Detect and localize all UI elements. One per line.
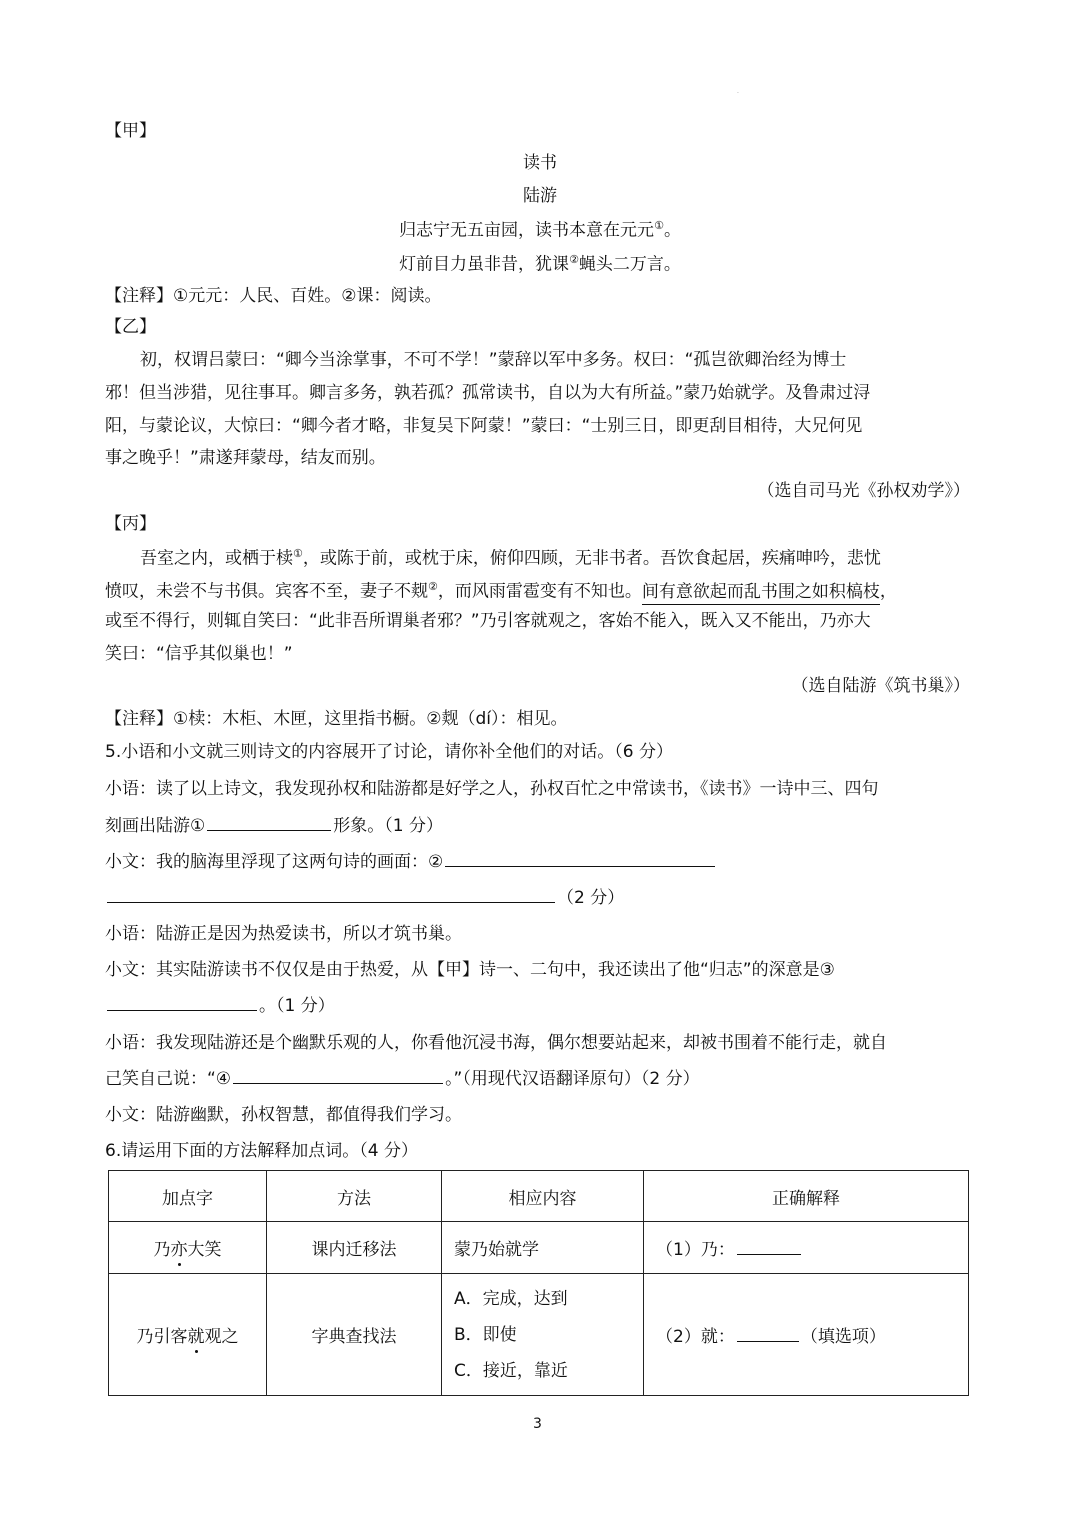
answer-blank-4[interactable] — [233, 1071, 443, 1084]
section-bing-label: 【丙】 — [105, 514, 156, 534]
q5-dialog-line: 小语：读了以上诗文，我发现孙权和陆游都是好学之人，孙权百忙之中常读书，《读书》一诗中三、四句 — [105, 779, 879, 799]
poem-line-1: 归志宁无五亩园，读书本意在元元①。 — [399, 219, 681, 241]
method-cell: 字典查找法 — [267, 1274, 442, 1396]
yi-source: （选自司马光《孙权劝学》） — [757, 481, 970, 501]
table-header: 相应内容 — [442, 1171, 644, 1222]
poem-author: 陆游 — [523, 186, 557, 206]
option-b: B．即使 — [454, 1324, 517, 1345]
poem-line-2: 灯前目力虽非昔，犹课②蝇头二万言。 — [399, 253, 681, 275]
bing-paragraph-line: 吾室之内，或栖于椟①，或陈于前，或枕于床，俯仰四顾，无非书者。吾饮食起居，疾痛呻吟，悲忧 — [140, 547, 881, 569]
q5-dialog-line: 小文：我的脑海里浮现了这两句诗的画面：② — [105, 854, 717, 871]
section-yi-label: 【乙】 — [105, 317, 156, 337]
table-header: 加点字 — [109, 1171, 267, 1222]
answer-blank-2a[interactable] — [445, 854, 715, 867]
q5-dialog-line: 小语：我发现陆游还是个幽默乐观的人，你看他沉浸书海，偶尔想要站起来，却被书围着不能行走，就自 — [105, 1033, 887, 1053]
dotted-phrase: 乃引客就观之 — [109, 1274, 267, 1396]
answer-cell: （2）就： （填选项） — [644, 1274, 969, 1396]
content-cell: 蒙乃始就学 — [442, 1222, 644, 1274]
table-header-row — [109, 1171, 969, 1222]
poem-title: 读书 — [523, 153, 557, 173]
answer-blank-q6-2[interactable] — [737, 1329, 799, 1342]
bing-paragraph-line: 笑曰：“信乎其似巢也！” — [105, 644, 293, 664]
scan-mark: · — [737, 90, 739, 97]
poem-note: 【注释】①元元：人民、百姓。②课：阅读。 — [105, 286, 442, 306]
option-c: C．接近，靠近 — [454, 1360, 568, 1381]
yi-paragraph-line: 事之晚乎！”肃遂拜蒙母，结友而别。 — [105, 448, 386, 468]
bing-note: 【注释】①椟：木柜、木匣，这里指书橱。②觌（dí）：相见。 — [105, 709, 568, 729]
q5-dialog-line: 小文：陆游幽默，孙权智慧，都值得我们学习。 — [105, 1105, 462, 1125]
q6-table — [108, 1170, 969, 1396]
q5-dialog-line: 小文：其实陆游读书不仅仅是由于热爱，从【甲】诗一、二句中，我还读出了他“归志”的深意是③ — [105, 960, 835, 980]
section-jia-label: 【甲】 — [105, 121, 156, 141]
answer-blank-q6-1[interactable] — [737, 1242, 801, 1255]
q5-stem: 5.小语和小文就三则诗文的内容展开了讨论，请你补全他们的对话。（6 分） — [105, 742, 673, 762]
content-cell — [442, 1274, 644, 1396]
q5-dialog-line: 己笑自己说：“④ 。”（用现代汉语翻译原句）（2 分） — [105, 1069, 700, 1089]
bing-paragraph-line: 愤叹，未尝不与书俱。宾客不至，妻子不觌②，而风雨雷雹变有不知也。间有意欲起而乱书围之如积槁枝， — [105, 581, 897, 601]
q5-dialog-line: 刻画出陆游① 形象。（1 分） — [105, 816, 443, 836]
table-row — [109, 1274, 969, 1396]
q5-dialog-line: （2 分） — [105, 890, 624, 907]
method-cell: 课内迁移法 — [267, 1222, 442, 1274]
option-a: A．完成，达到 — [454, 1288, 568, 1309]
table-header: 正确解释 — [644, 1171, 969, 1222]
answer-cell: （1）乃： — [644, 1222, 969, 1274]
dotted-phrase: 乃亦大笑 — [109, 1222, 267, 1274]
yi-paragraph-line: 初，权谓吕蒙曰：“卿今当涂掌事，不可不学！”蒙辞以军中多务。权曰：“孤岂欲卿治经为博士 — [140, 350, 847, 370]
page-number: 3 — [533, 1416, 542, 1432]
answer-blank-2b[interactable] — [107, 890, 555, 903]
q5-dialog-line: 小语：陆游正是因为热爱读书，所以才筑书巢。 — [105, 924, 462, 944]
bing-paragraph-line: 或至不得行，则辄自笑曰：“此非吾所谓巢者邪？”乃引客就观之，客始不能入，既入又不能出，乃亦大 — [105, 611, 871, 631]
yi-paragraph-line: 邪！但当涉猎，见往事耳。卿言多务，孰若孤？孤常读书，自以为大有所益。”蒙乃始就学。及鲁肃过浔 — [105, 383, 871, 403]
table-row — [109, 1222, 969, 1274]
q6-stem: 6.请运用下面的方法解释加点词。（4 分） — [105, 1141, 418, 1161]
answer-blank-3[interactable] — [107, 998, 257, 1011]
q5-dialog-line: 。（1 分） — [105, 998, 335, 1015]
table-header: 方法 — [267, 1171, 442, 1222]
bing-source: （选自陆游《筑书巢》） — [791, 676, 970, 696]
answer-blank-1[interactable] — [207, 818, 331, 831]
underlined-sentence: 间有意欲起而乱书围之如积槁枝 — [642, 582, 880, 605]
yi-paragraph-line: 阳，与蒙论议，大惊曰：“卿今者才略，非复吴下阿蒙！”蒙曰：“士别三日，即更刮目相待，大兄何见 — [105, 416, 863, 436]
